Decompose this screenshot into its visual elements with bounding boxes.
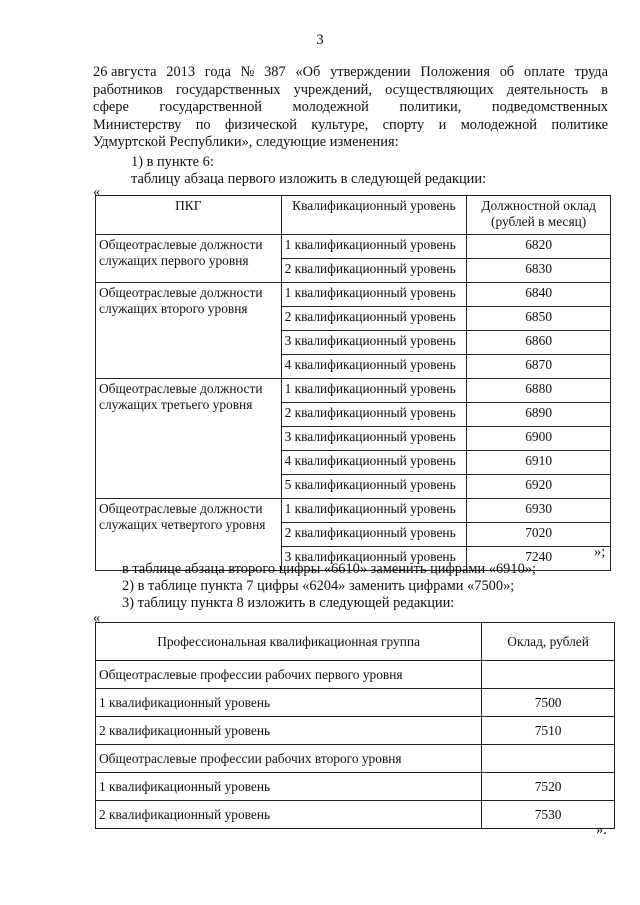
salary-cell: 6910 [467,451,611,475]
item-3: 3) таблицу пункта 8 изложить в следующей редакции: [122,595,455,611]
group-level-cell: 2 квалификационный уровень [96,717,482,745]
salary-cell: 7520 [482,773,615,801]
open-quote-2: « [93,610,101,626]
intro-word: сфере [93,99,129,116]
salary-cell: 7240 [467,547,611,571]
group-level-cell: 2 квалификационный уровень [96,801,482,829]
intro-word: 2013 [166,64,196,80]
level-cell: 1 квалификационный уровень [281,379,467,403]
intro-word: Положения [420,64,490,80]
header-salary: Оклад, рублей [482,623,615,661]
group-level-cell: Общеотраслевые профессии рабочих первого уровня [96,661,482,689]
salary-cell: 7530 [482,801,615,829]
intro-word: Министерству [93,116,182,133]
table-row [96,499,611,523]
intro-word: и [438,116,447,133]
table-row [96,801,615,829]
table-row [96,379,611,403]
table-row [96,717,615,745]
header-pkg: ПКГ [96,196,282,235]
intro-word: государственных [175,81,281,98]
intro-word: 387 [264,64,286,80]
level-cell: 2 квалификационный уровень [281,523,467,547]
intro-word: физической [224,116,297,133]
salary-cell: 6890 [467,403,611,427]
item-1-text: таблицу абзаца первого изложить в следующей редакции: [131,171,487,187]
header-level: Квалификационный уровень [281,196,467,235]
open-quote-1: « [93,184,101,200]
salary-cell: 6930 [467,499,611,523]
intro-word: 26 августа [93,64,157,80]
salary-cell: 6880 [467,379,611,403]
intro-word: оплате [524,64,565,80]
intro-line [93,82,608,100]
group-level-cell: Общеотраслевые профессии рабочих второго уровня [96,745,482,773]
level-cell: 5 квалификационный уровень [281,475,467,499]
level-cell: 1 квалификационный уровень [281,235,467,259]
intro-word: по [195,116,211,133]
table-row [96,689,615,717]
page-number: 3 [316,32,324,48]
intro-paragraph [93,64,608,152]
close-quote-1: »; [594,544,606,560]
salary-cell: 6840 [467,283,611,307]
intro-word: учреждений, [293,81,372,98]
intro-word: № [240,64,255,80]
salary-cell: 6830 [467,259,611,283]
intro-line [93,117,608,135]
table-row [96,773,615,801]
salary-cell: 6900 [467,427,611,451]
table-row [96,235,611,259]
intro-word: труда [574,64,608,80]
level-cell: 2 квалификационный уровень [281,259,467,283]
salary-cell: 6920 [467,475,611,499]
salary-cell [482,745,615,773]
item-2: 2) в таблице пункта 7 цифры «6204» заменить цифрами «7500»; [122,578,515,594]
salary-cell: 7500 [482,689,615,717]
salary-cell: 6850 [467,307,611,331]
level-cell: 3 квалификационный уровень [281,331,467,355]
salary-cell: 6820 [467,235,611,259]
table-row [96,745,615,773]
salary-cell: 6870 [467,355,611,379]
intro-word: деятельность [506,81,589,98]
intro-word: подведомственных [491,99,608,116]
intro-word: об [499,64,515,80]
intro-word: в [601,81,608,98]
item-1: 1) в пункте 6: [131,154,214,170]
intro-word: «Об [295,64,321,80]
level-cell: 4 квалификационный уровень [281,451,467,475]
group-name-cell: Общеотраслевые должности служащих второго уровня [96,283,282,379]
intro-word: работников [93,81,163,98]
intro-word: года [204,64,231,80]
intro-word: осуществляющих [385,81,494,98]
salary-cell: 7510 [482,717,615,745]
intro-lines [93,64,608,134]
intro-word: политики, [399,99,462,116]
table-row [96,661,615,689]
intro-word: утверждении [330,64,411,80]
group-level-cell: 1 квалификационный уровень [96,773,482,801]
intro-word: спорту [382,116,425,133]
intro-word: политике [551,116,608,133]
salary-cell: 7020 [467,523,611,547]
intro-word: молодежной [292,99,369,116]
group-level-cell: 1 квалификационный уровень [96,689,482,717]
salary-cell [482,661,615,689]
intro-last-line: Удмуртской Республики», следующие изменения: [93,134,399,151]
after-table-1: в таблице абзаца второго цифры «6610» заменить цифрами «6910»; [122,561,536,577]
level-cell: 4 квалификационный уровень [281,355,467,379]
header-salary: Должностной оклад (рублей в месяц) [467,196,611,235]
level-cell: 2 квалификационный уровень [281,403,467,427]
intro-word: молодежной [460,116,538,133]
header-group: Профессиональная квалификационная группа [96,623,482,661]
intro-word: культуре, [311,116,369,133]
level-cell: 2 квалификационный уровень [281,307,467,331]
group-name-cell: Общеотраслевые должности служащих первого уровня [96,235,282,283]
salary-table-2 [95,622,615,829]
intro-word: государственной [159,99,262,116]
level-cell: 3 квалификационный уровень [281,427,467,451]
intro-line [93,64,608,82]
level-cell: 3 квалификационный уровень [281,547,467,571]
salary-table-1 [95,195,611,571]
close-quote-2: ». [596,822,607,838]
intro-line [93,99,608,117]
table-row [96,283,611,307]
group-name-cell: Общеотраслевые должности служащих третьего уровня [96,379,282,499]
salary-cell: 6860 [467,331,611,355]
level-cell: 1 квалификационный уровень [281,283,467,307]
group-name-cell: Общеотраслевые должности служащих четвертого уровня [96,499,282,571]
level-cell: 1 квалификационный уровень [281,499,467,523]
